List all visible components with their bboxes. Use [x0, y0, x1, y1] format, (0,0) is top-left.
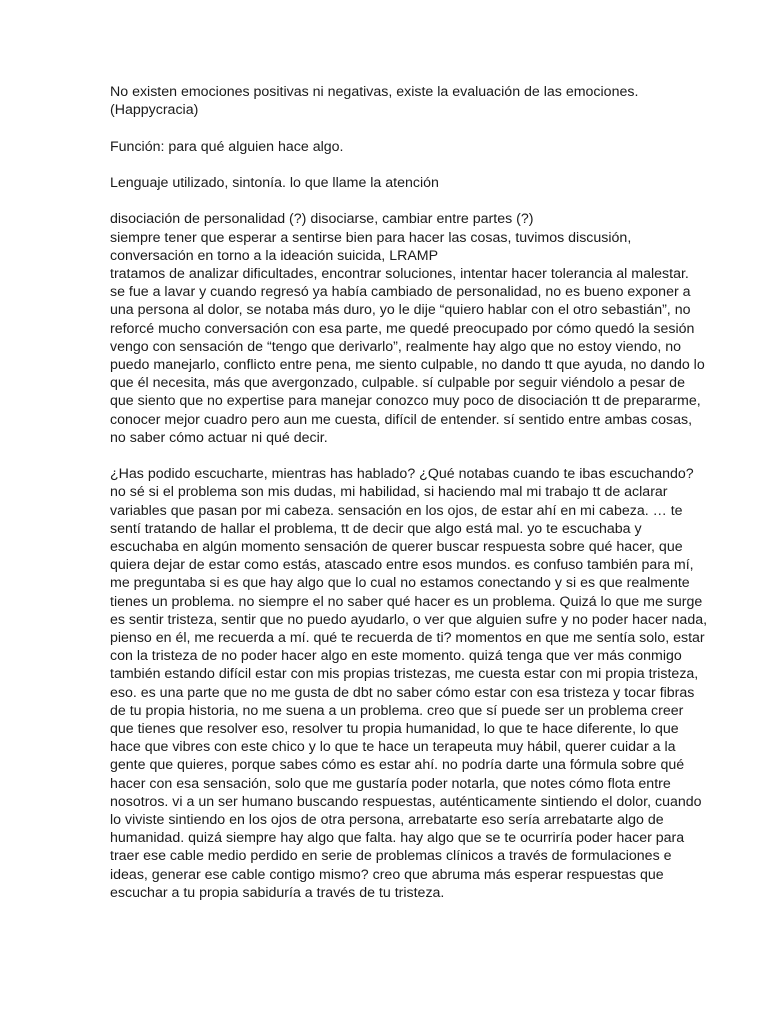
- text-line: nosotros. vi a un ser humano buscando respuestas, auténticamente sintiendo el dolor, cuando: [110, 793, 702, 810]
- text-line: se fue a lavar y cuando regresó ya había cambiado de personalidad, no es bueno exponer a: [110, 284, 691, 301]
- text-line: reforcé mucho conversación con esa parte, me quedé preocupado por cómo quedó la sesión: [110, 320, 695, 337]
- text-line: lo viviste sintiendo en los ojos de otra persona, arrebatarte eso sería arrebatarte algo de: [110, 812, 664, 829]
- text-line: hacer con esa sensación, solo que me gustaría poder notarla, que notes cómo flota entre: [110, 775, 671, 792]
- text-line: sentí tratando de hallar el problema, tt de decir que algo está mal. yo te escuchaba y: [110, 520, 642, 537]
- text-line: escuchaba en algún momento sensación de querer buscar respuesta sobre qué hacer, que: [110, 539, 683, 556]
- text-line: vengo con sensación de “tengo que derivarlo”, realmente hay algo que no estoy viendo, no: [110, 338, 682, 355]
- text-line: que tienes que resolver eso, resolver tu propia humanidad, lo que te hace diferente, lo que: [110, 721, 679, 738]
- text-line: variables que pasan por mi cabeza. sensación en los ojos, de estar ahí en mi cabeza. … te: [110, 502, 683, 519]
- text-line: eso. es una parte que no me gusta de dbt no saber cómo estar con esa tristeza y tocar fibras: [110, 684, 695, 701]
- text-line: gente que quieres, porque sabes cómo es estar ahí. no podría darte una fórmula sobre qué: [110, 757, 685, 774]
- text-line: Lenguaje utilizado, sintonía. lo que llame la atención: [110, 174, 439, 191]
- text-line: que siento que no expertise para manejar conozco muy poco de disociación tt de prepararme,: [110, 393, 701, 410]
- paragraph-lenguaje: [110, 174, 720, 192]
- text-line: escuchar a tu propia sabiduría a través de tu tristeza.: [110, 884, 445, 901]
- text-line: conversación en torno a la ideación suicida, LRAMP: [110, 247, 439, 264]
- text-line: hace que vibres con este chico y lo que te hace un terapeuta muy hábil, querer cuidar a la: [110, 739, 676, 756]
- text-line: tienes un problema. no siempre el no saber qué hacer es un problema. Quizá lo que me surge: [110, 593, 703, 610]
- text-line: con la tristeza de no poder hacer algo en este momento. quizá tenga que ver más conmigo: [110, 648, 682, 665]
- text-line: también estando difícil estar con mis propias tristezas, me cuesta estar con mi propia tristeza,: [110, 666, 699, 683]
- paragraph-escucharte: [110, 465, 720, 902]
- text-line: siempre tener que esperar a sentirse bien para hacer las cosas, tuvimos discusión,: [110, 229, 632, 246]
- text-line: Función: para qué alguien hace algo.: [110, 138, 344, 155]
- paragraph-disociacion: [110, 210, 720, 447]
- text-line: conocer mejor cuadro pero aun me cuesta, difícil de entender. sí sentido entre ambas cosas,: [110, 411, 693, 428]
- paragraph-happycracia: [110, 83, 720, 119]
- paragraph-funcion: [110, 138, 720, 156]
- text-line: humanidad. quizá siempre hay algo que falta. hay algo que se te ocurriría poder hacer para: [110, 830, 685, 847]
- text-line: tratamos de analizar dificultades, encontrar soluciones, intentar hacer tolerancia al malestar.: [110, 265, 689, 282]
- text-line: una persona al dolor, se notaba más duro, yo le dije “quiero hablar con el otro sebastián”, no: [110, 302, 691, 319]
- text-line: No existen emociones positivas ni negativas, existe la evaluación de las emociones.: [110, 84, 639, 100]
- text-line: traer ese cable medio perdido en serie de problemas clínicos a través de formulaciones e: [110, 848, 672, 865]
- text-line: no sé si el problema son mis dudas, mi habilidad, si haciendo mal mi trabajo tt de aclarar: [110, 484, 668, 501]
- text-line: es sentir tristeza, sentir que no puedo ayudarlo, o ver que alguien sufre y no poder hacer nada,: [110, 611, 708, 628]
- text-line: quiera dejar de estar como estás, atascado entre esos mundos. es confuso también para mí,: [110, 557, 694, 574]
- document-body: [110, 83, 720, 902]
- text-line: que él necesita, más que avergonzado, culpable. sí culpable por seguir viéndolo a pesar de: [110, 375, 685, 392]
- text-line: me preguntaba si es que hay algo que lo cual no estamos conectando y si es que realmente: [110, 575, 690, 592]
- text-line: puedo manejarlo, conflicto entre pena, me siento culpable, no dando tt que ayuda, no dando lo: [110, 357, 705, 373]
- text-line: de tu propia historia, no me suena a un problema. creo que sí puede ser un problema creer: [110, 702, 684, 719]
- text-line: ideas, generar ese cable contigo mismo? creo que abruma más esperar respuestas que: [110, 866, 664, 883]
- text-line: ¿Has podido escucharte, mientras has hablado? ¿Qué notabas cuando te ibas escuchando?: [110, 466, 694, 483]
- text-line: disociación de personalidad (?) disociarse, cambiar entre partes (?): [110, 211, 534, 228]
- text-line: (Happycracia): [110, 102, 199, 119]
- text-line: no saber cómo actuar ni qué decir.: [110, 429, 328, 446]
- text-line: pienso en él, me recuerda a mí. qué te recuerda de ti? momentos en que me sentía solo, estar: [110, 630, 705, 647]
